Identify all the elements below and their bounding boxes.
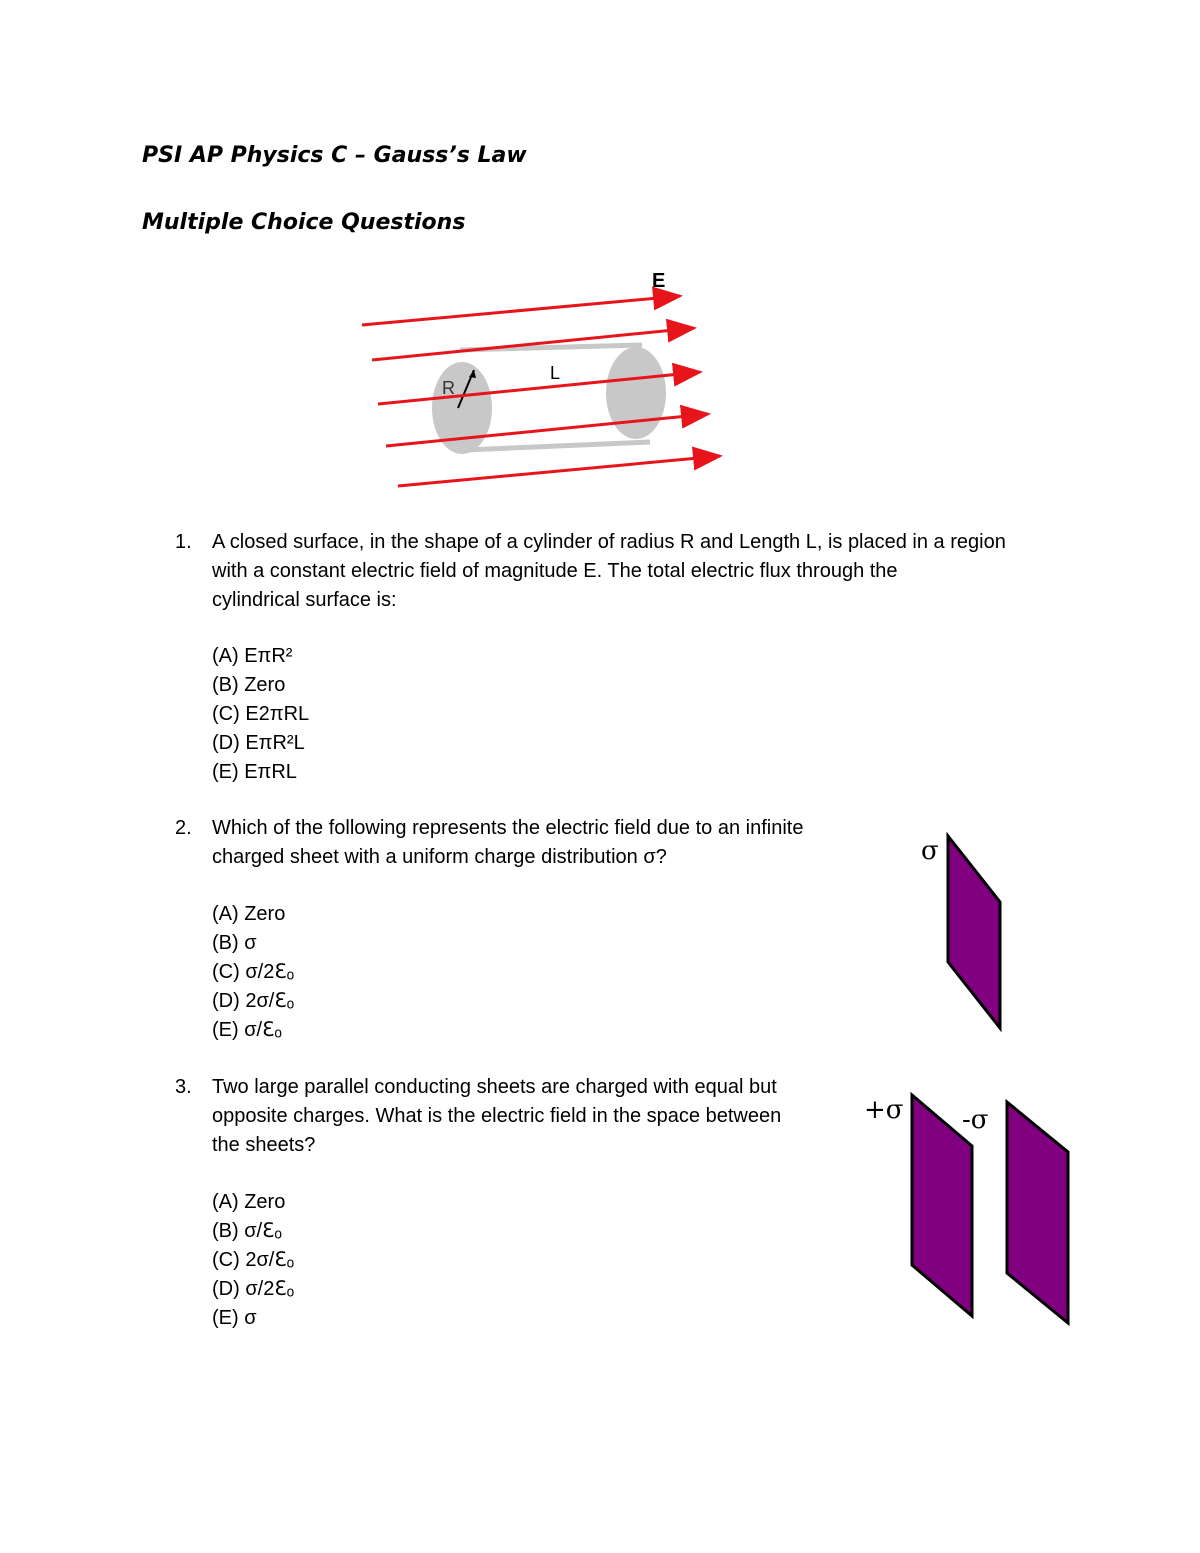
question-line: opposite charges. What is the electric field in the space between (212, 1105, 782, 1127)
choice-d: (D) 2σ/ℇₒ (212, 990, 295, 1012)
choice-a: (A) Zero (212, 1191, 286, 1213)
question-number: 2. (175, 817, 192, 839)
question-line: Two large parallel conducting sheets are charged with equal but (212, 1076, 777, 1098)
section-title: Multiple Choice Questions (142, 210, 466, 235)
choice-b: (B) Zero (212, 674, 286, 696)
radius-label: R (442, 378, 455, 398)
cylinder-bottom-edge (465, 442, 650, 450)
field-line-1 (362, 296, 680, 325)
minus-sigma-label: -σ (962, 1105, 989, 1135)
choice-e: (E) EπRL (212, 761, 297, 783)
negative-sheet (1007, 1102, 1068, 1323)
choice-b: (B) σ/ℇₒ (212, 1220, 282, 1242)
question-number: 3. (175, 1076, 192, 1098)
choice-c: (C) 2σ/ℇₒ (212, 1249, 295, 1271)
question-line: with a constant electric field of magnitude E. The total electric flux through the (212, 560, 898, 582)
question-text (212, 814, 803, 872)
page-title: PSI AP Physics C – Gauss’s Law (142, 143, 527, 168)
parallel-plates-figure (905, 1088, 1077, 1333)
question-line: charged sheet with a uniform charge distribution σ? (212, 846, 667, 868)
question-line: the sheets? (212, 1134, 316, 1156)
positive-sheet (912, 1095, 972, 1316)
field-label: E (652, 270, 666, 292)
question-2-choices (212, 900, 294, 1045)
sheet-sigma-label: σ (921, 836, 939, 866)
charged-sheet-figure (940, 830, 1010, 1035)
question-line: cylindrical surface is: (212, 589, 397, 611)
plus-sigma-label: +σ (864, 1095, 904, 1125)
question-3-choices (212, 1188, 294, 1333)
choice-b: (B) σ (212, 932, 257, 954)
charged-sheet (948, 836, 1000, 1028)
question-number: 1. (175, 531, 192, 553)
choice-d: (D) EπR²L (212, 732, 305, 754)
choice-a: (A) EπR² (212, 645, 293, 667)
choice-e: (E) σ/ℇₒ (212, 1019, 282, 1041)
question-line: Which of the following represents the electric field due to an infinite (212, 817, 804, 839)
length-label: L (550, 363, 561, 383)
question-1-choices (212, 642, 309, 787)
choice-d: (D) σ/2ℇₒ (212, 1278, 295, 1300)
cylinder-field-figure (350, 260, 740, 500)
cylinder-right-cap (606, 347, 666, 439)
question-line: A closed surface, in the shape of a cylinder of radius R and Length L, is placed in a region (212, 531, 1006, 553)
choice-a: (A) Zero (212, 903, 286, 925)
question-text (212, 1073, 781, 1160)
choice-c: (C) E2πRL (212, 703, 310, 725)
choice-c: (C) σ/2ℇₒ (212, 961, 295, 983)
field-line-5 (398, 456, 720, 486)
question-text (212, 528, 1006, 615)
choice-e: (E) σ (212, 1307, 257, 1329)
